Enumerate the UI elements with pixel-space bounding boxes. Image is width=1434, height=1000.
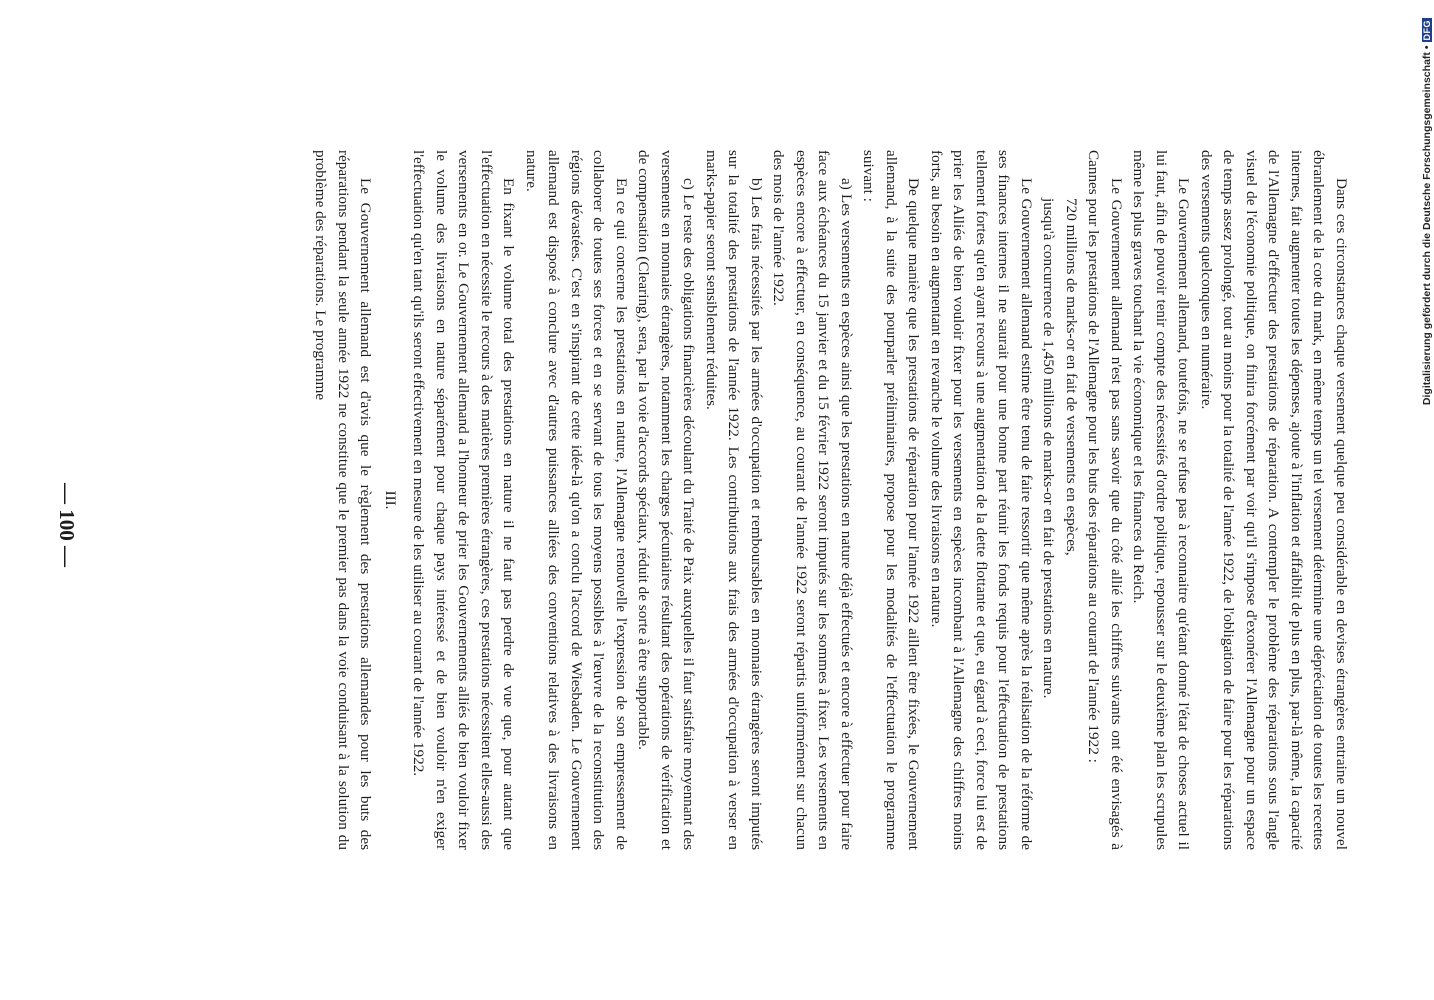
dfg-logo: DFG: [1422, 20, 1432, 41]
rotated-page: [82, 150, 1352, 850]
paragraph: Le Gouvernement allemand est d'avis que le règlement des prestations allemandes pour les buts des réparations pendant la seule année 1922 ne constitue que le premier pas dans la voie conduisant à la solution du problème des réparations. Le programme: [312, 150, 375, 850]
section-heading: III.: [382, 490, 398, 510]
paragraph: En fixant le volume total des prestations en nature il ne faut pas perdre de vue que, pour autant que l'effectuation en nécessite le recours à des matières premières étrangères, ces prestations nécessitent elles-aussi des versements en or. Le Gouvernement allemand a l'honneur de prier les Gouvernements alliés de bien vouloir fixer le volume des livraisons en nature séparément pour chaque pays intéressé et de bien vouloir n'en exiger l'effectuation qu'en tant qu'ils seront effectivement en mesure de les utiliser au courant de l'année 1922.: [410, 150, 518, 850]
page-content: [82, 150, 1352, 850]
attribution-text: Digitalisierung gefördert durch die Deutsche Forschungsgemeinschaft •: [1421, 45, 1433, 406]
paragraph: 720 millions de marks-or en fait de versements en espèces,: [1063, 198, 1080, 556]
page-number: — 100 —: [55, 483, 79, 567]
paragraph: En ce qui concerne les prestations en nature, l'Allemagne renouvelle l'expression de son empressement de collaborer de toutes ses forces et en se servant de tous les moyens possibles à l'œuvre de la reconstitution des régions dévastées. C'est en s'inspirant de cette idée-là qu'on a conclu l'accord de Wiesbaden. Le Gouvernement allemand est disposé à conclure avec d'autres puissances alliées des conventions relatives à des livraisons en nature.: [523, 150, 630, 850]
paragraph: Dans ces circonstances chaque versement quelque peu considérable en devises étrangères entraine un nouvel ébranlement de la cote du mark, en même temps un tel versement détermine une dépréciation de toutes les recettes internes, fait augmenter toutes les dépenses, ajoute à l'inflation et affaiblit de plus en plus, par-là même, la capacité de l'Allemagne d'effectuer des prestations de réparation. A contempler le problème des réparations sous l'angle visuel de l'économie politique, on finira forcément par voir qu'il s'impose d'exonérer l'Allemagne pour un espace de temps assez prolongé, tout au moins pour la totalité de l'année 1922, de l'obligation de faire pour les réparations des versements quelconques en numéraire.: [1198, 150, 1350, 850]
paragraph: De quelque manière que les prestations de réparation pour l'année 1922 aillent être fixées, le Gouvernement allemand, à la suite des pourparler préliminaires, propose pour les modalités de l'effectuation le programme suivant :: [860, 150, 923, 850]
paragraph: a) Les versements en espèces ainsi que les prestations en nature déjà effectués et encore à effectuer pour faire face aux échéances du 15 janvier et du 15 février 1922 seront imputés sur les sommes à fixer. Les versements en espèces encore à effectuer, en conséquence, au courant de l'année 1922 seront répartis uniformément sur chacun des mois de l'année 1922.: [770, 150, 855, 850]
paragraph: Le Gouvernement allemand n'est pas sans savoir que du côté allié les chiffres suivants ont été envisagés à Cannes pour les prestations de l'Allemagne pour les buts des réparations au courant de l'année 1922 :: [1085, 150, 1125, 850]
body-text: [309, 150, 1352, 850]
paragraph: c) Le reste des obligations financières découlant du Traité de Paix auxquelles il faut satisfaire moyennant des versements en monnaies étrangères, notamment les charges pécuniaires résultant des opérations de vérification et de compensation (Clearing), sera, par la voie d'accords spéciaux, réduit de sorte à être supportable.: [635, 150, 698, 850]
paragraph: b) Les frais nécessités par les armées d'occupation et remboursables en monnaies étrangères seront imputés sur la totalité des prestations de l'année 1922. Les contributions aux frais des armées d'occupation à verser en marks-papier seront sensiblement réduites.: [703, 150, 765, 850]
page-number-wrap: [50, 470, 84, 580]
paragraph: Le Gouvernement allemand, toutefois, ne se refuse pas à reconnaitre qu'étant donné l'état de choses actuel il lui faut, afin de pouvoir tenir compte des nécessités d'ordre politique, repousser sur le deuxième plan les scrupules même les plus graves touchant la vie économique et les finances du Reich.: [1130, 150, 1193, 850]
attribution-note: [1421, 18, 1434, 788]
paragraph: Le Gouvernement allemand estime être tenu de faire ressortir que même après la réalisation de la réforme de ses finances internes il ne saurait pour une bonne part réunir les fonds requis pour l'effectuation de prestations tellement fortes qu'en ayant recours à une augmentation de la dette flottante et que, eu égard à ceci, force lui est de prier les Alliés de bien vouloir fixer pour les versements en espèces incombant à l'Allemagne des chiffres moins forts, au besoin en augmentant en revanche le volume des livraisons en nature.: [928, 150, 1035, 850]
paragraph: jusqu'à concurrence de 1,450 millions de marks-or en fait de prestations en nature.: [1040, 198, 1058, 699]
